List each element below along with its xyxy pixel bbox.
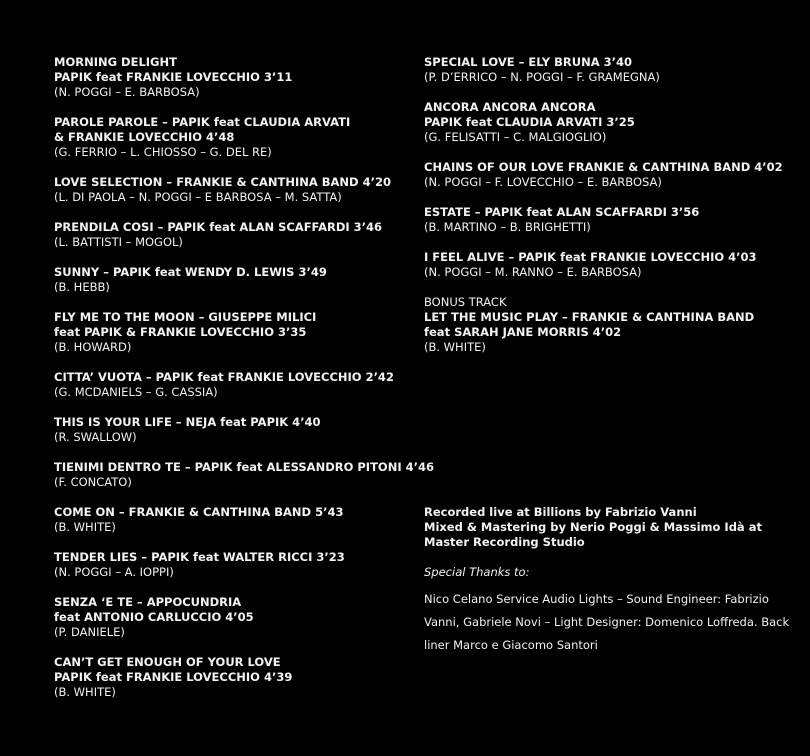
bonus-label: BONUS TRACK [424,295,507,309]
bonus-title-line-1: LET THE MUSIC PLAY – FRANKIE & CANTHINA BAND [424,310,755,324]
track-entry [54,310,414,355]
track-title: I FEEL ALIVE – PAPIK feat FRANKIE LOVECCHIO 4’03 [424,250,757,264]
track-entry [54,370,414,400]
special-thanks-title: Special Thanks to: [424,565,530,579]
track-credit: (G. FERRIO – L. CHIOSSO – G. DEL RE) [54,145,272,159]
track-title: PAROLE PAROLE – PAPIK feat CLAUDIA ARVATI [54,115,351,129]
track-credit: (G. MCDANIELS – G. CASSIA) [54,385,218,399]
special-thanks-text: Nico Celano Service Audio Lights – Sound Engineer: Fabrizio Vanni, Gabriele Novi – Light Designer: Domenico Loffreda. Back liner Marco e Giacomo Santori [424,592,790,652]
track-entry [54,460,434,490]
track-title: CAN’T GET ENOUGH OF YOUR LOVE [54,655,281,669]
track-entry [54,415,414,445]
track-title: CITTA’ VUOTA – PAPIK feat FRANKIE LOVECCHIO 2’42 [54,370,394,384]
track-title: feat PAPIK & FRANKIE LOVECCHIO 3’35 [54,325,307,339]
track-title: feat ANTONIO CARLUCCIO 4’05 [54,610,254,624]
track-entry [54,220,414,250]
track-title: CHAINS OF OUR LOVE FRANKIE & CANTHINA BAND 4’02 [424,160,783,174]
track-entry [424,100,804,145]
track-title: PAPIK feat FRANKIE LOVECCHIO 3’11 [54,70,293,84]
track-entry [54,655,414,700]
track-title: TENDER LIES – PAPIK feat WALTER RICCI 3’23 [54,550,345,564]
bonus-title-line-2: feat SARAH JANE MORRIS 4’02 [424,325,622,339]
track-title: PRENDILA COSI – PAPIK feat ALAN SCAFFARDI 3’46 [54,220,383,234]
tracklist-left [54,55,434,715]
track-entry [424,250,804,280]
track-credit: (L. DI PAOLA – N. POGGI – E BARBOSA – M. SATTA) [54,190,342,204]
track-title: COME ON – FRANKIE & CANTHINA BAND 5’43 [54,505,344,519]
track-title: & FRANKIE LOVECCHIO 4’48 [54,130,235,144]
track-title: TIENIMI DENTRO TE – PAPIK feat ALESSANDRO PITONI 4’46 [54,460,434,474]
track-credit: (N. POGGI – A. IOPPI) [54,565,174,579]
track-entry [54,505,414,535]
track-entry [54,595,414,640]
track-credit: (P. DANIELE) [54,625,125,639]
track-entry [424,55,804,85]
track-credit: (B. MARTINO – B. BRIGHETTI) [424,220,591,234]
track-entry [54,175,414,205]
tracklist-right [424,55,804,370]
bonus-credit: (B. WHITE) [424,340,486,354]
track-title: SUNNY – PAPIK feat WENDY D. LEWIS 3’49 [54,265,327,279]
track-credit: (G. FELISATTI – C. MALGIOGLIO) [424,130,607,144]
track-entry [54,115,414,160]
track-entry [54,265,414,295]
track-credit: (N. POGGI – E. BARBOSA) [54,85,200,99]
right-track-group [424,55,804,280]
track-title: ANCORA ANCORA ANCORA [424,100,596,114]
track-credit: (N. POGGI – F. LOVECCHIO – E. BARBOSA) [424,175,662,189]
track-entry [424,205,804,235]
production-credits [424,505,806,657]
track-title: THIS IS YOUR LIFE – NEJA feat PAPIK 4’40 [54,415,321,429]
track-title: ESTATE – PAPIK feat ALAN SCAFFARDI 3’56 [424,205,700,219]
track-credit: (B. HOWARD) [54,340,132,354]
track-title: SENZA ‘E TE – APPOCUNDRIA [54,595,242,609]
track-title: FLY ME TO THE MOON – GIUSEPPE MILICI [54,310,317,324]
track-credit: (P. D’ERRICO – N. POGGI – F. GRAMEGNA) [424,70,660,84]
track-credit: (R. SWALLOW) [54,430,137,444]
track-title: SPECIAL LOVE – ELY BRUNA 3’40 [424,55,632,69]
track-entry [54,55,414,100]
track-credit: (B. WHITE) [54,520,116,534]
track-entry [424,160,804,190]
track-credit: (B. WHITE) [54,685,116,699]
track-credit: (F. CONCATO) [54,475,132,489]
track-title: LOVE SELECTION – FRANKIE & CANTHINA BAND 4’20 [54,175,391,189]
track-credit: (B. HEBB) [54,280,110,294]
mixing-credit: Mixed & Mastering by Nerio Poggi & Massimo Idà at Master Recording Studio [424,520,762,549]
track-title: MORNING DELIGHT [54,55,177,69]
track-credit: (N. POGGI – M. RANNO – E. BARBOSA) [424,265,642,279]
track-credit: (L. BATTISTI – MOGOL) [54,235,183,249]
recorded-credit: Recorded live at Billions by Fabrizio Vanni [424,505,697,519]
track-title: PAPIK feat FRANKIE LOVECCHIO 4’39 [54,670,293,684]
bonus-track [424,295,804,355]
track-title: PAPIK feat CLAUDIA ARVATI 3’25 [424,115,635,129]
track-entry [54,550,414,580]
